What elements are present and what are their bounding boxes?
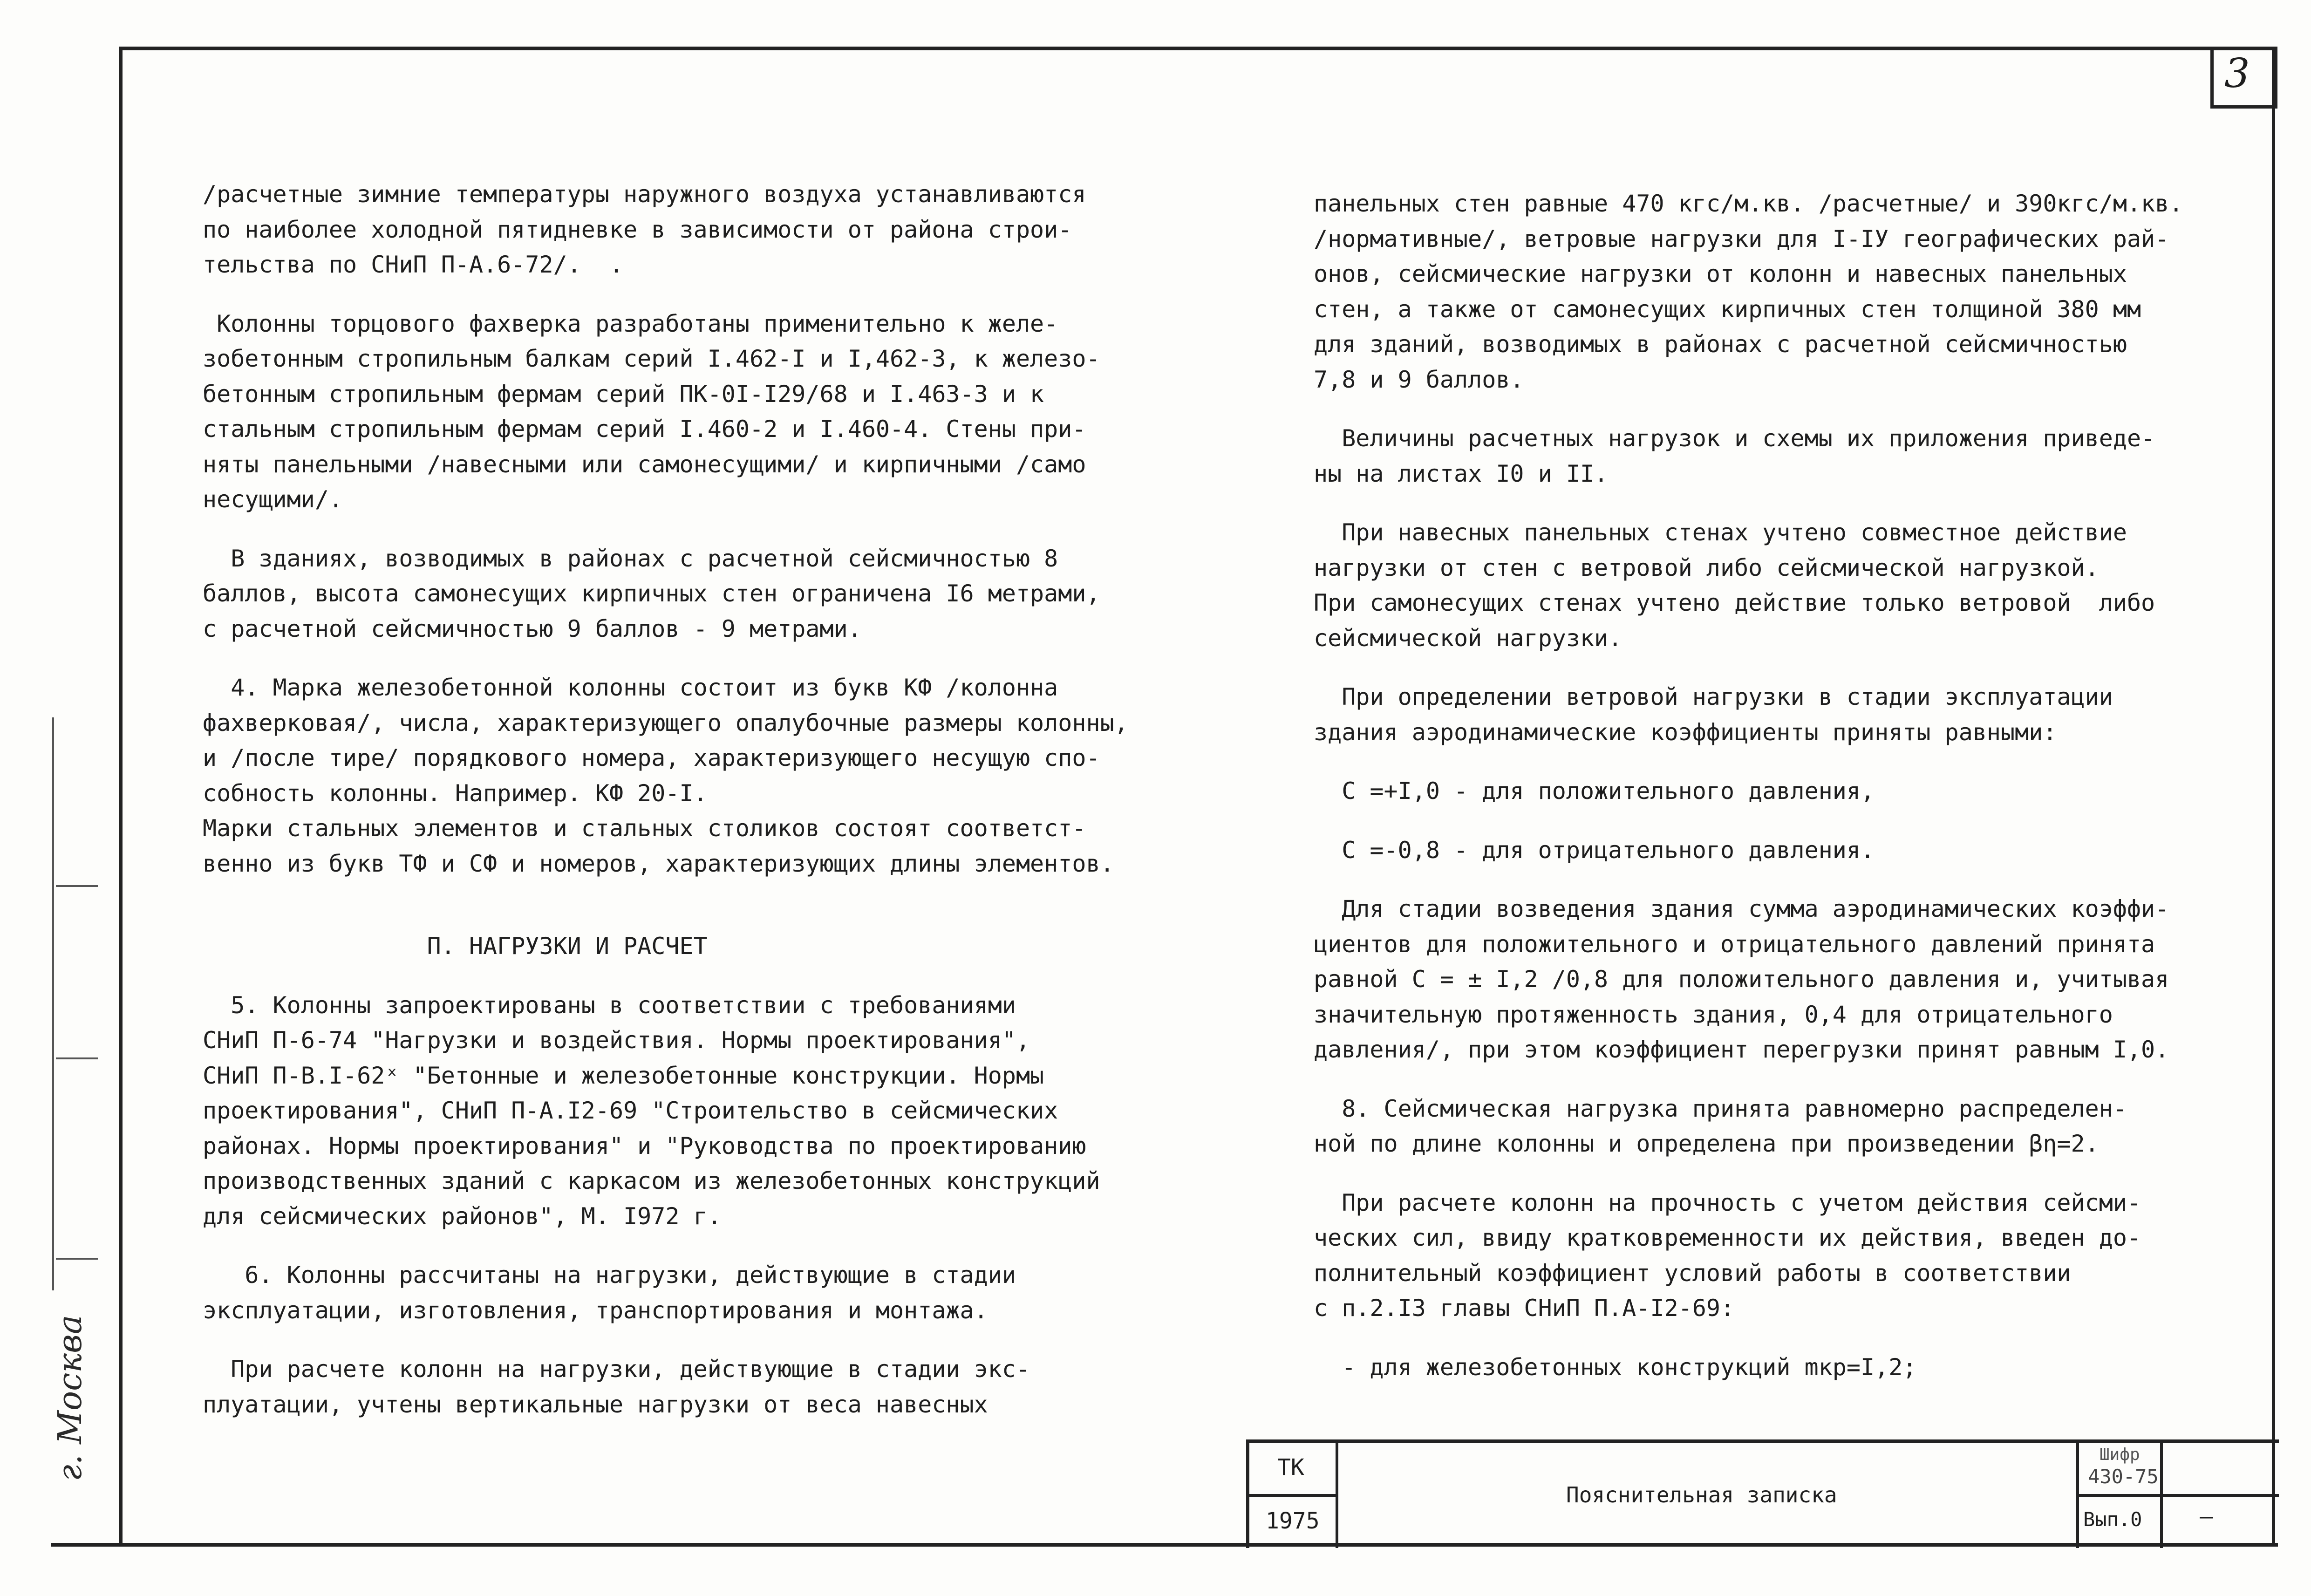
- margin-tick: [56, 1057, 98, 1059]
- text-line: с п.2.I3 главы СНиП П.А-I2-69:: [1314, 1295, 1735, 1322]
- paragraph-gap: [1314, 1068, 2183, 1091]
- text-line: проектирования", СНиП П-А.I2-69 "Строительство в сейсмических: [203, 1097, 1058, 1124]
- text-line: 7,8 и 9 баллов.: [1314, 366, 1524, 393]
- left-text-column: [203, 177, 1128, 1422]
- paragraph-gap: [203, 1328, 1128, 1352]
- text-line: ческих сил, ввиду кратковременности их действия, введен до-: [1314, 1224, 2141, 1251]
- text-line: и /после тире/ порядкового номера, характеризующего несущую спо-: [203, 744, 1100, 771]
- text-line: фахверковая/, числа, характеризующего опалубочные размеры колонны,: [203, 709, 1128, 737]
- text-line: полнительный коэффициент условий работы в соответствии: [1314, 1259, 2071, 1287]
- paragraph-gap: [1314, 397, 2183, 421]
- paragraph-gap: [1314, 491, 2183, 515]
- text-line: здания аэродинамические коэффициенты приняты равными:: [1314, 718, 2057, 746]
- text-line: При определении ветровой нагрузки в стадии эксплуатации: [1314, 683, 2113, 710]
- text-line: /нормативные/, ветровые нагрузки для I-IУ географических рай-: [1314, 225, 2169, 252]
- text-line: давления/, при этом коэффициент перегрузки принят равным I,0.: [1314, 1036, 2169, 1063]
- text-line: В зданиях, возводимых в районах с расчетной сейсмичностью 8: [203, 545, 1058, 572]
- text-line: стен, а также от самонесущих кирпичных стен толщиной 380 мм: [1314, 295, 2141, 323]
- text-line: собность колонны. Например. КФ 20-I.: [203, 779, 708, 807]
- text-line: венно из букв ТФ и СФ и номеров, характеризующих длины элементов.: [203, 850, 1114, 877]
- page-number: 3: [2224, 50, 2250, 97]
- title-block: [1246, 1439, 2279, 1548]
- text-line: 6. Колонны рассчитаны на нагрузки, действующие в стадии: [203, 1262, 1016, 1289]
- text-line: плуатации, учтены вертикальные нагрузки от веса навесных: [203, 1391, 988, 1418]
- paragraph-gap: [1314, 868, 2183, 892]
- text-line: При навесных панельных стенах учтено совместное действие: [1314, 519, 2127, 546]
- text-line: ной по длине колонны и определена при произведении βη=2.: [1314, 1130, 2099, 1157]
- text-line: 4. Марка железобетонной колонны состоит из букв КФ /колонна: [203, 674, 1058, 701]
- paragraph-gap: [1314, 750, 2183, 774]
- text-line: по наиболее холодной пятидневке в зависимости от района строи-: [203, 216, 1072, 243]
- text-line: значительную протяженность здания, 0,4 для отрицательного: [1314, 1001, 2113, 1028]
- text-line: бетонным стропильным фермам серий ПК-0I-I29/68 и I.463-3 и к: [203, 380, 1044, 408]
- text-line: Для стадии возведения здания сумма аэродинамических коэффи-: [1314, 895, 2169, 922]
- text-line: П. НАГРУЗКИ И РАСЧЕТ: [203, 933, 708, 960]
- text-line: нагрузки от стен с ветровой либо сейсмической нагрузкой.: [1314, 554, 2099, 581]
- paragraph-gap: [1314, 1326, 2183, 1350]
- text-line: тельства по СНиП П-А.6-72/. .: [203, 251, 624, 278]
- paragraph-gap: [1314, 656, 2183, 680]
- title-block-title: Пояснительная записка: [1566, 1482, 1837, 1507]
- text-line: Марки стальных элементов и стальных столиков состоят соответст-: [203, 815, 1086, 842]
- title-block-divider: [2076, 1494, 2279, 1497]
- paragraph-gap: [1314, 1162, 2183, 1186]
- margin-stamp-text: г. Москва: [51, 1315, 89, 1481]
- text-line: равной С = ± I,2 /0,8 для положительного давления и, учитывая: [1314, 966, 2169, 993]
- title-block-year: 1975: [1266, 1508, 1320, 1534]
- margin-stamp: [42, 1286, 98, 1528]
- text-line: /расчетные зимние температуры наружного воздуха устанавливаются: [203, 181, 1086, 208]
- paragraph-gap: [1314, 809, 2183, 833]
- text-line: для зданий, возводимых в районах с расчетной сейсмичностью: [1314, 331, 2127, 358]
- paragraph-gap: [203, 283, 1128, 307]
- right-text-column: [1314, 186, 2183, 1385]
- text-line: зобетонным стропильным балкам серий I.462-I и I,462-3, к железо-: [203, 345, 1100, 372]
- text-line: онов, сейсмические нагрузки от колонн и навесных панельных: [1314, 260, 2127, 287]
- text-line: районах. Нормы проектирования" и "Руководства по проектированию: [203, 1132, 1086, 1159]
- text-line: 8. Сейсмическая нагрузка принята равномерно распределен-: [1314, 1095, 2127, 1122]
- frame-left-border: [119, 47, 123, 1544]
- text-line: производственных зданий с каркасом из железобетонных конструкций: [203, 1167, 1100, 1194]
- title-block-code-number: 430-75: [2088, 1465, 2159, 1488]
- title-block-divider: [1336, 1443, 1338, 1548]
- text-line: С =-0,8 - для отрицательного давления.: [1314, 836, 1875, 864]
- text-line: С =+I,0 - для положительного давления,: [1314, 778, 1875, 805]
- paragraph-gap: [203, 905, 1128, 929]
- title-block-code-label: Шифр: [2100, 1445, 2140, 1464]
- frame-right-border: [2272, 47, 2275, 1544]
- text-line: эксплуатации, изготовления, транспортирования и монтажа.: [203, 1296, 988, 1324]
- paragraph-gap: [203, 647, 1128, 670]
- text-line: для сейсмических районов", М. I972 г.: [203, 1202, 722, 1230]
- margin-tick: [56, 1258, 98, 1260]
- margin-tick: [56, 885, 98, 887]
- text-line: панельных стен равные 470 кгс/м.кв. /расчетные/ и 390кгс/м.кв.: [1314, 190, 2183, 217]
- text-line: 5. Колонны запроектированы в соответствии с требованиями: [203, 991, 1016, 1019]
- title-block-issue-label: Вып.0: [2083, 1508, 2142, 1531]
- text-line: несущими/.: [203, 486, 343, 513]
- margin-rule: [52, 717, 63, 1290]
- text-line: с расчетной сейсмичностью 9 баллов - 9 метрами.: [203, 615, 862, 642]
- text-line: Величины расчетных нагрузок и схемы их приложения приведе-: [1314, 425, 2155, 452]
- text-line: стальным стропильным фермам серий I.460-2 и I.460-4. Стены при-: [203, 416, 1086, 443]
- text-line: баллов, высота самонесущих кирпичных стен ограничена I6 метрами,: [203, 580, 1100, 607]
- text-line: сейсмической нагрузки.: [1314, 624, 1622, 652]
- text-line: При самонесущих стенах учтено действие только ветровой либо: [1314, 589, 2155, 616]
- paragraph-gap: [203, 1234, 1128, 1258]
- text-line: ны на листах I0 и II.: [1314, 460, 1609, 487]
- title-block-divider: [1249, 1494, 1336, 1497]
- text-line: няты панельными /навесными или самонесущими/ и кирпичными /само: [203, 450, 1086, 478]
- title-block-org: ТК: [1277, 1454, 1304, 1480]
- text-line: - для железобетонных конструкций mкр=I,2;: [1314, 1353, 1917, 1381]
- paragraph-gap: [203, 964, 1128, 988]
- title-block-issue-value: —: [2200, 1503, 2213, 1529]
- frame-top-border: [119, 47, 2276, 50]
- text-line: При расчете колонн на прочность с учетом действия сейсми-: [1314, 1189, 2141, 1216]
- text-line: СНиП П-6-74 "Нагрузки и воздействия. Нормы проектирования",: [203, 1027, 1030, 1054]
- paragraph-gap: [203, 881, 1128, 905]
- paragraph-gap: [203, 518, 1128, 541]
- text-line: Колонны торцового фахверка разработаны применительно к желе-: [203, 310, 1058, 337]
- text-line: При расчете колонн на нагрузки, действующие в стадии экс-: [203, 1356, 1030, 1383]
- text-line: циентов для положительного и отрицательного давлений принята: [1314, 930, 2155, 958]
- text-line: СНиП П-В.I-62ˣ "Бетонные и железобетонные конструкции. Нормы: [203, 1062, 1044, 1089]
